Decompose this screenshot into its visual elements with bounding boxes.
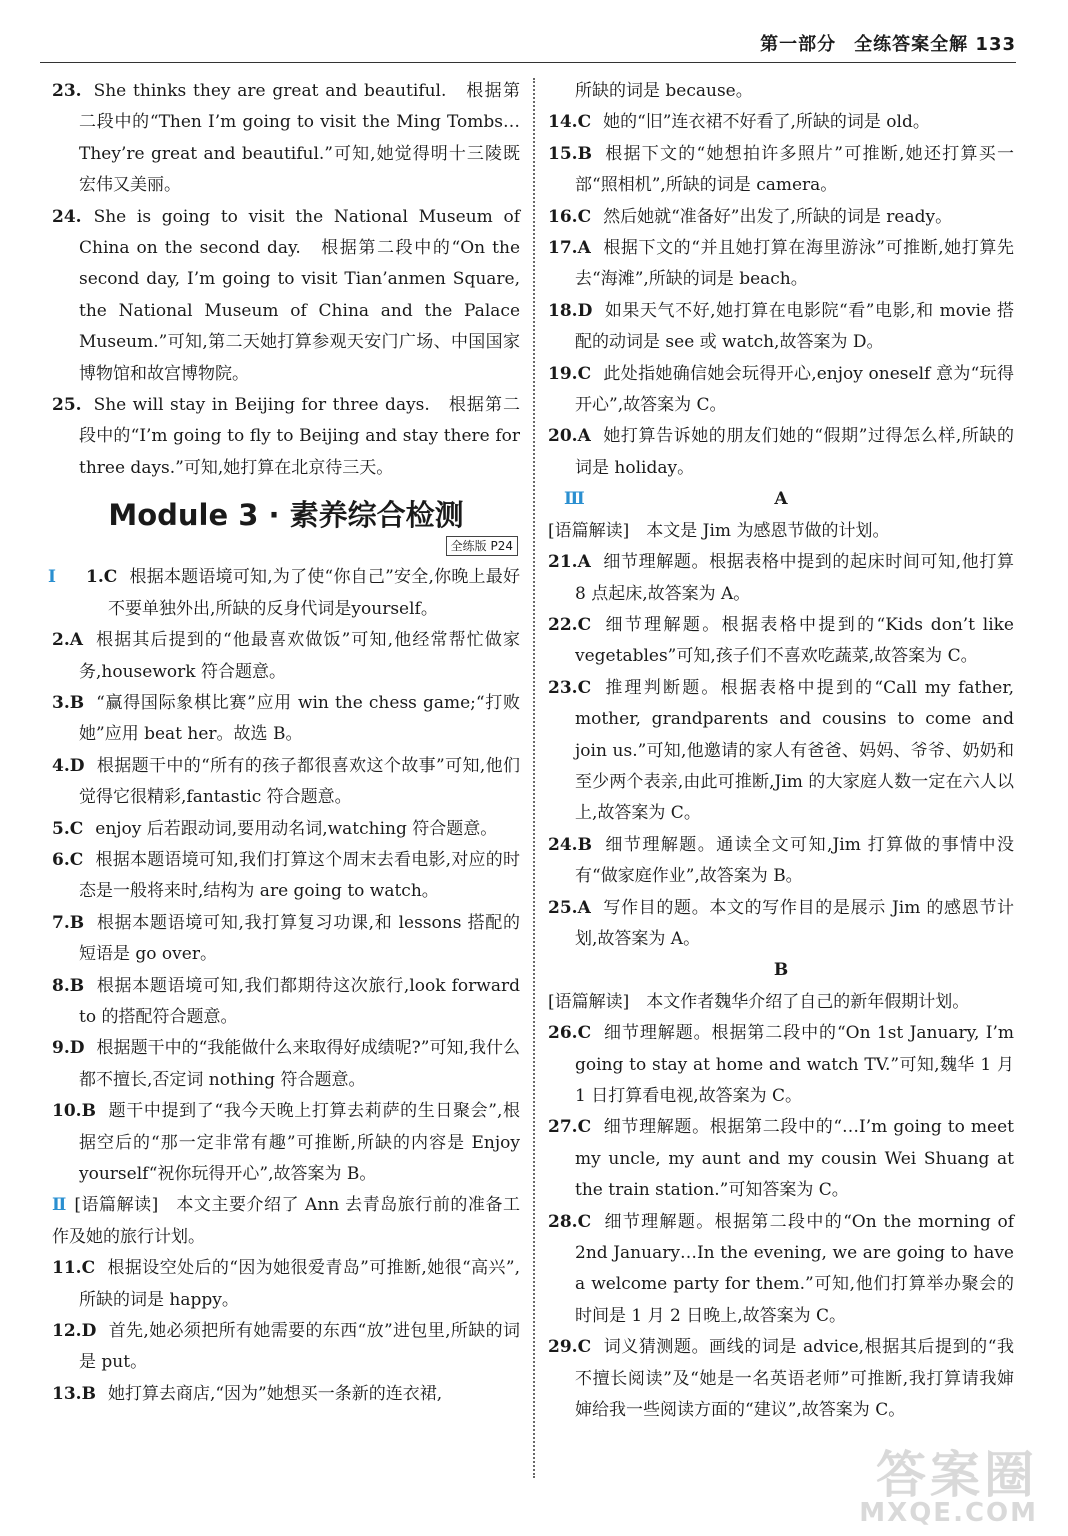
answer-entry: 26.C 细节理解题。根据第二段中的“On 1st January, I’m going to stay at home and watch TV.”可知,魏华 1 月 1 日打算看电视,故答案为 C。 (548, 1023, 1014, 1106)
site-watermark: 答案圈 MXQE.COM (859, 1446, 1038, 1528)
answer-entry: 21.A 细节理解题。根据表格中提到的起床时间可知,他打算 8 点起床,故答案为 A。 (548, 552, 1014, 604)
edition-reference: 全练版 P24 (446, 536, 518, 556)
answer-entry-continued: 所缺的词是 because。 (575, 81, 753, 101)
answer-entry: 3.B “赢得国际象棋比赛”应用 win the chess game;“打败她”应用 beat her。故选 B。 (52, 692, 520, 745)
column-divider (533, 78, 535, 1478)
section-marker: Ⅲ (564, 489, 585, 510)
answer-entry: 20.A 她打算告诉她的朋友们她的“假期”过得怎么样,所缺的词是 holiday。 (548, 426, 1014, 478)
answer-entry: Ⅰ 1.C 根据本题语境可知,为了使“你自己”安全,你晚上最好不要单独外出,所缺的反身代词是yourself。 (48, 567, 520, 619)
answer-entry: 24.B 细节理解题。通读全文可知,Jim 打算做的事情中没有“做家庭作业”,故答案为 B。 (548, 834, 1014, 887)
answer-entry: 11.C 根据设空处后的“因为她很爱青岛”可推断,她很“高兴”,所缺的词是 happy。 (52, 1258, 520, 1310)
answer-entry: 2.A 根据其后提到的“他最喜欢做饭”可知,他经常帮忙做家务,housework 符合题意。 (52, 630, 520, 682)
answer-entry: 24. She is going to visit the National Museum of China on the second day. 根据第二段中的“On the second day, I’m going to visit Tian’anmen Square, the National Museum of China and the Palace Museum.”可知,第二天她打算参观天安门广场、中国国家博物馆和故宫博物院。 (52, 206, 520, 384)
answer-entry: 28.C 细节理解题。根据第二段中的“On the morning of 2nd January…In the evening, we are going to have a welcome party for them.”可知,他们打算举办聚会的时间是 1 月 2 日晚上,故答案为 C。 (548, 1211, 1014, 1326)
answer-entry: 14.C 她的“旧”连衣裙不好看了,所缺的词是 old。 (548, 112, 930, 133)
answer-entry: 7.B 根据本题语境可知,我打算复习功课,和 lessons 搭配的短语是 go over。 (52, 912, 520, 965)
page-number: 133 (975, 34, 1016, 55)
module-title: Module 3 · 素养综合检测 (108, 498, 464, 533)
answer-entry: 4.D 根据题干中的“所有的孩子都很喜欢这个故事”可知,他们觉得它很精彩,fantastic 符合题意。 (52, 755, 520, 808)
answer-entry: 19.C 此处指她确信她会玩得开心,enjoy oneself 意为“玩得开心”,故答案为 C。 (548, 363, 1014, 416)
answer-entry: 25.A 写作目的题。本文的写作目的是展示 Jim 的感恩节计划,故答案为 A。 (548, 897, 1014, 949)
reading-note: [语篇解读] 本文是 Jim 为感恩节做的计划。 (548, 520, 890, 541)
answer-entry: 10.B 题干中提到了“我今天晚上打算去莉萨的生日聚会”,根据空后的“那一定非常有趣”可推断,所缺的内容是 Enjoy yourself“祝你玩得开心”,故答案为 B。 (52, 1101, 520, 1184)
answer-entry: 15.B 根据下文的“她想拍许多照片”可推断,她还打算买一部“照相机”,所缺的词是 camera。 (548, 143, 1014, 196)
answer-entry: 16.C 然后她就“准备好”出发了,所缺的词是 ready。 (548, 206, 953, 227)
answer-entry: 22.C 细节理解题。根据表格中提到的“Kids don’t like vegetables”可知,孩子们不喜欢吃蔬菜,故答案为 C。 (548, 614, 1014, 667)
answer-entry: 27.C 细节理解题。根据第二段中的“…I’m going to meet my uncle, my aunt and my cousin Wei Shuang at the train station.”可知答案为 C。 (548, 1117, 1014, 1201)
reading-note: Ⅱ [语篇解读] 本文主要介绍了 Ann 去青岛旅行前的准备工作及她的旅行计划。 (52, 1190, 520, 1253)
answer-entry: 18.D 如果天气不好,她打算在电影院“看”电影,和 movie 搭配的动词是 see 或 watch,故答案为 D。 (548, 300, 1014, 353)
page-header (760, 30, 1016, 56)
answer-entry: 5.C enjoy 后若跟动词,要用动名词,watching 符合题意。 (52, 818, 498, 839)
answer-entry: 9.D 根据题干中的“我能做什么来取得好成绩呢?”可知,我什么都不擅长,否定词 nothing 符合题意。 (52, 1038, 520, 1090)
answer-entry: 8.B 根据本题语境可知,我们都期待这次旅行,look forward to 的搭配符合题意。 (52, 975, 520, 1027)
answer-entry: 23. She thinks they are great and beautiful. 根据第二段中的“Then I’m going to visit the Ming Tombs… They’re great and beautiful.”可知,她觉得明十三陵既宏伟又美丽。 (52, 81, 520, 196)
passage-heading: B (773, 960, 789, 981)
passage-heading: Ⅲ A (548, 484, 1014, 515)
answer-entry: 29.C 词义猜测题。画线的词是 advice,根据其后提到的“我不擅长阅读”及“她是一名英语老师”可推断,我打算请我婶婶给我一些阅读方面的“建议”,故答案为 C。 (548, 1337, 1014, 1421)
left-column (48, 76, 520, 1410)
right-column (548, 76, 1014, 1426)
section-marker: Ⅱ (52, 1195, 67, 1216)
header-part: 第一部分 (760, 34, 837, 55)
answer-entry: 12.D 首先,她必须把所有她需要的东西“放”进包里,所缺的词是 put。 (52, 1321, 520, 1373)
reading-note: [语篇解读] 本文作者魏华介绍了自己的新年假期计划。 (548, 991, 970, 1012)
answer-entry: 23.C 推理判断题。根据表格中提到的“Call my father, mother, grandparents and cousins to come and join us.”可知,他邀请的家人有爸爸、妈妈、爷爷、奶奶和至少两个表亲,由此可推断,Jim 的大家庭人数一定在六人以上,故答案为 C。 (548, 677, 1014, 824)
answer-entry: 25. She will stay in Beijing for three days. 根据第二段中的“I’m going to fly to Beijing and stay there for three days.”可知,她打算在北京待三天。 (52, 395, 520, 478)
header-rule (40, 62, 1016, 63)
header-section: 全练答案全解 (854, 34, 969, 55)
answer-entry: 17.A 根据下文的“并且她打算在海里游泳”可推断,她打算先去“海滩”,所缺的词是 beach。 (548, 238, 1014, 290)
answer-entry: 6.C 根据本题语境可知,我们打算这个周末去看电影,对应的时态是一般将来时,结构为 are going to watch。 (52, 849, 520, 902)
answer-entry: 13.B 她打算去商店,“因为”她想买一条新的连衣裙, (52, 1383, 443, 1404)
